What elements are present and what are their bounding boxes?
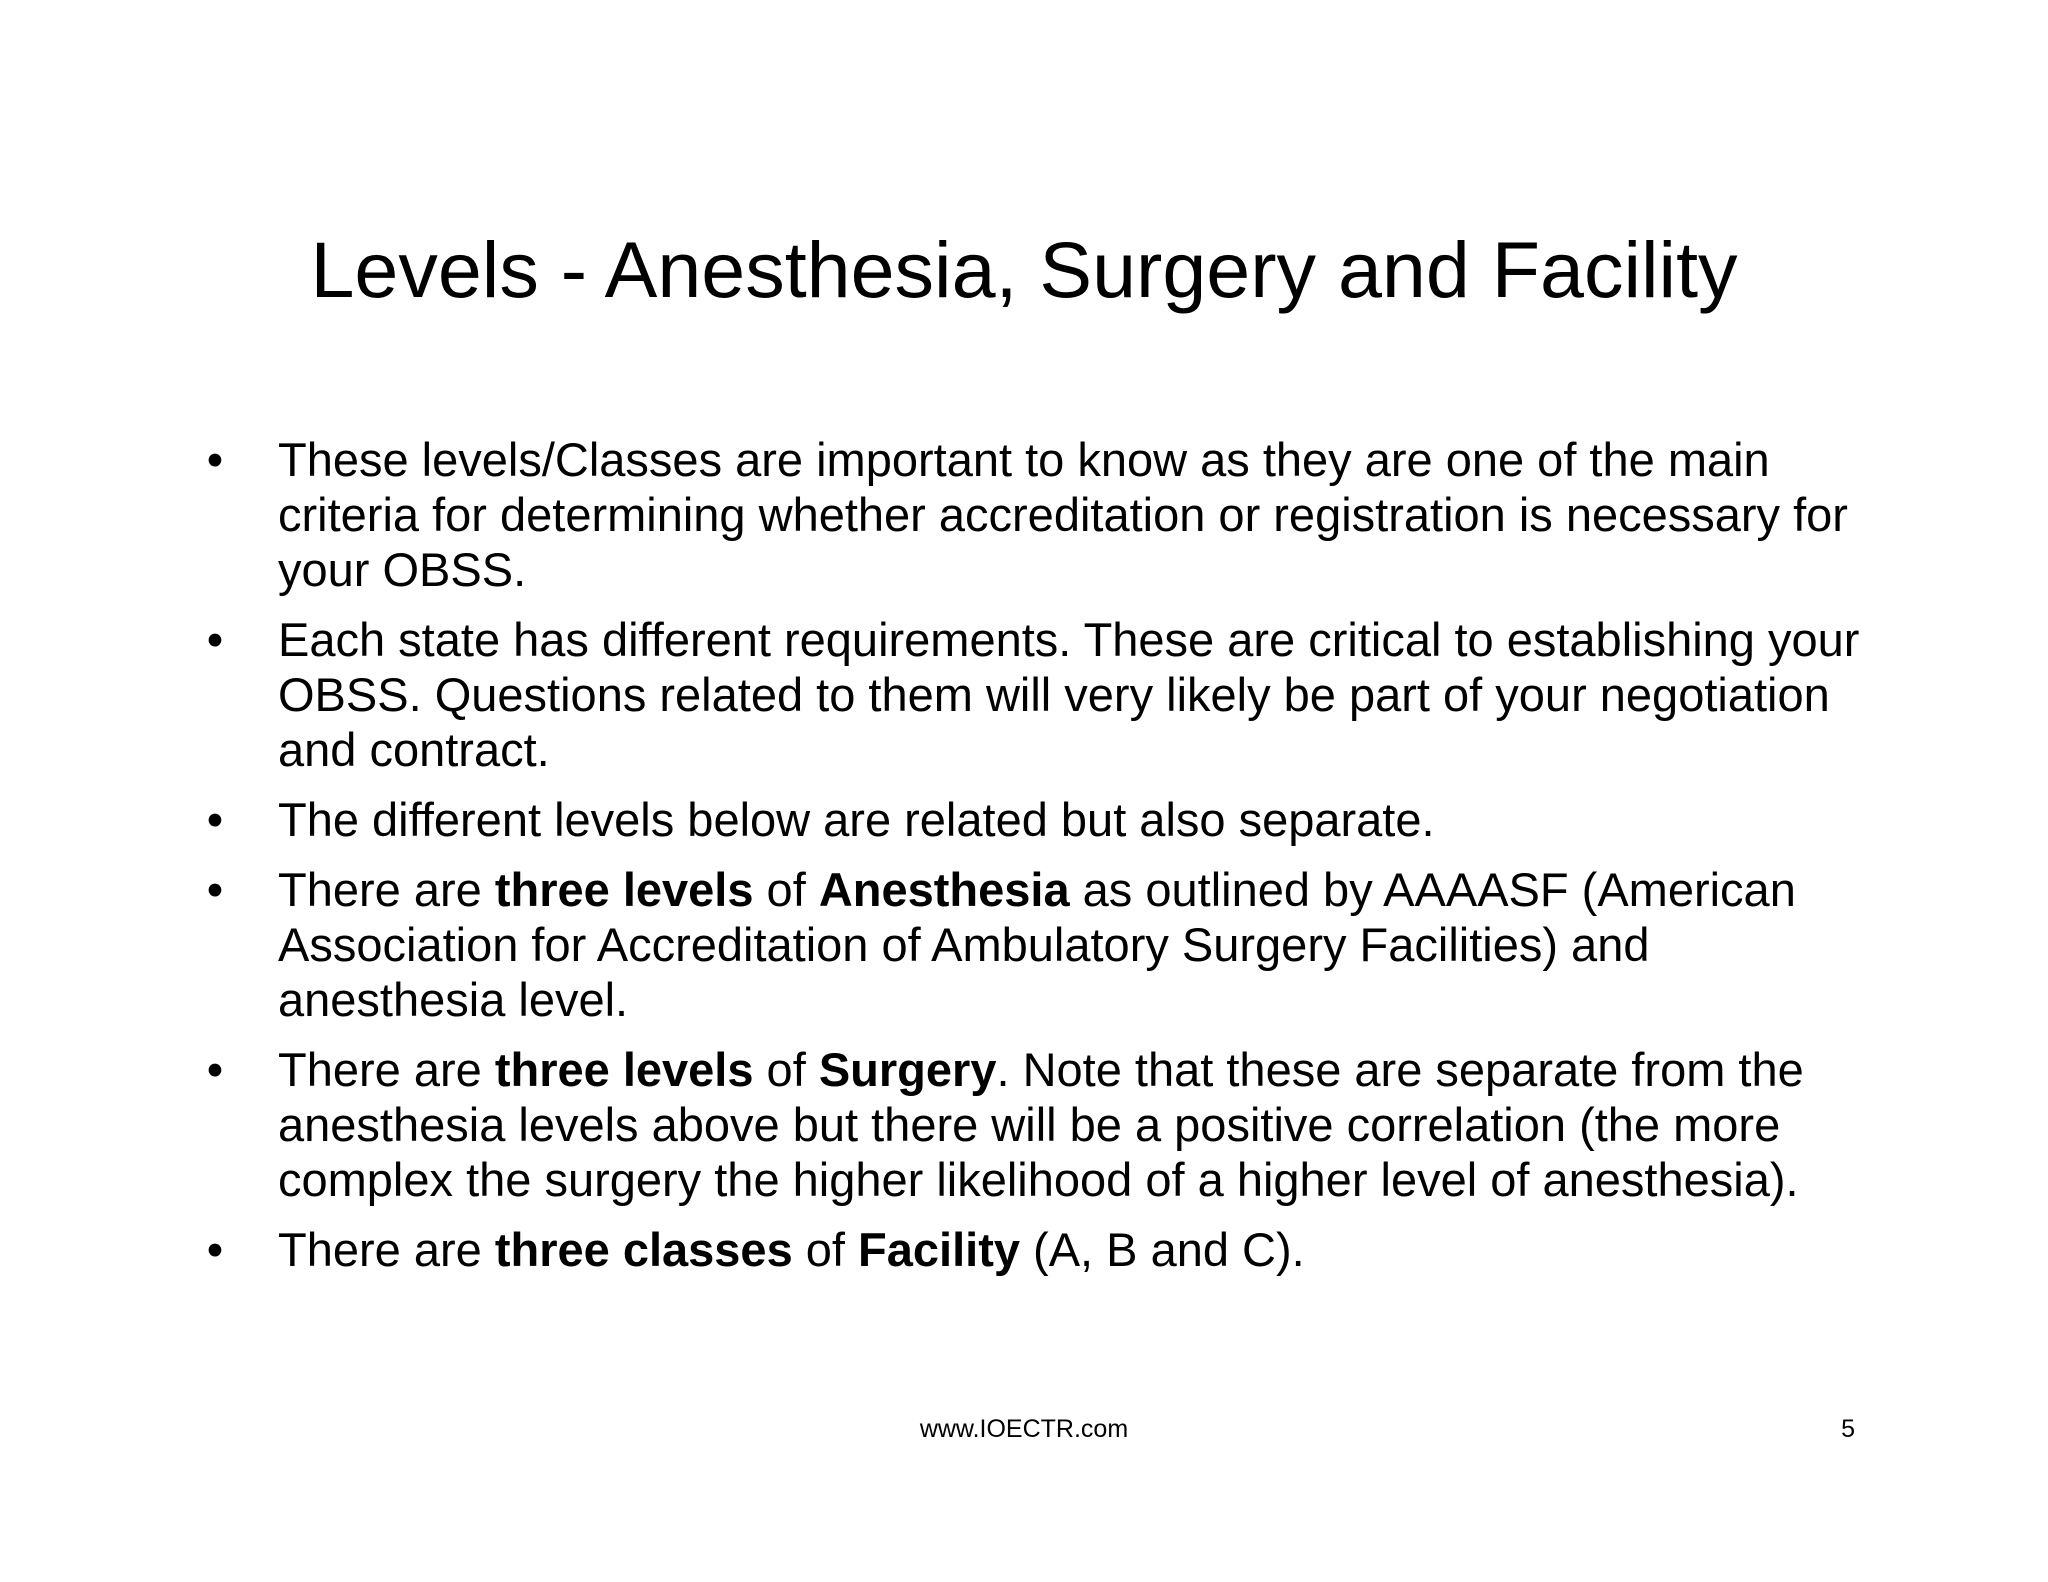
bullet-bold-text: three classes	[494, 1223, 793, 1276]
bullet-icon: •	[206, 793, 224, 846]
bullet-text	[278, 793, 1435, 846]
bullet-text-part: of	[753, 863, 819, 916]
bullet-text	[278, 613, 1859, 776]
bullet-icon: •	[206, 613, 224, 666]
bullet-text-part: . Note that these are separate from the anesthesia levels above but there will be a positive correlation (the more complex the surgery the higher likelihood of a higher level of anesthesia).	[278, 1043, 1804, 1206]
bullet-item	[200, 1042, 1880, 1207]
bullet-item	[200, 612, 1880, 777]
bullet-text-part: There are	[278, 1223, 495, 1276]
slide-title: Levels - Anesthesia, Surgery and Facility	[310, 225, 1738, 314]
bullet-text	[278, 1043, 1804, 1206]
bullet-bold-text: three levels	[494, 1043, 754, 1096]
bullet-bold-text: Facility	[858, 1223, 1020, 1276]
bullet-list	[200, 432, 1880, 1292]
bullet-bold-text: three levels	[494, 863, 754, 916]
bullet-item	[200, 862, 1880, 1027]
bullet-text-part: Each state has different requirements. These are critical to establishing your OBSS. Questions related to them will very likely be part of your negotiation and contract.	[278, 613, 1860, 776]
bullet-icon: •	[206, 863, 224, 916]
page-number: 5	[1841, 1415, 1855, 1443]
bullet-item	[200, 792, 1880, 847]
bullet-bold-text: Anesthesia	[818, 863, 1070, 916]
bullet-text-part: of	[792, 1223, 859, 1276]
bullet-text	[278, 1223, 1305, 1276]
bullet-text-part: of	[753, 1043, 819, 1096]
bullet-icon: •	[206, 433, 224, 486]
bullet-item	[200, 1222, 1880, 1277]
bullet-text	[278, 433, 1848, 596]
bullet-text	[278, 863, 1796, 1026]
bullet-bold-text: Surgery	[818, 1043, 997, 1096]
bullet-text-part: The different levels below are related but also separate.	[278, 793, 1435, 846]
bullet-item	[200, 432, 1880, 597]
bullet-icon: •	[206, 1223, 224, 1276]
footer-url: www.IOECTR.com	[919, 1415, 1129, 1443]
bullet-text-part: (A, B and C).	[1020, 1223, 1305, 1276]
bullet-icon: •	[206, 1043, 224, 1096]
bullet-text-part: There are	[278, 863, 495, 916]
bullet-text-part: There are	[278, 1043, 495, 1096]
bullet-text-part: as outlined by AAAASF (American Association for Accreditation of Ambulatory Surgery Facilities) and anesthesia level.	[278, 863, 1796, 1026]
bullet-text-part: These levels/Classes are important to know as they are one of the main criteria for determining whether accreditation or registration is necessary for your OBSS.	[278, 433, 1848, 596]
